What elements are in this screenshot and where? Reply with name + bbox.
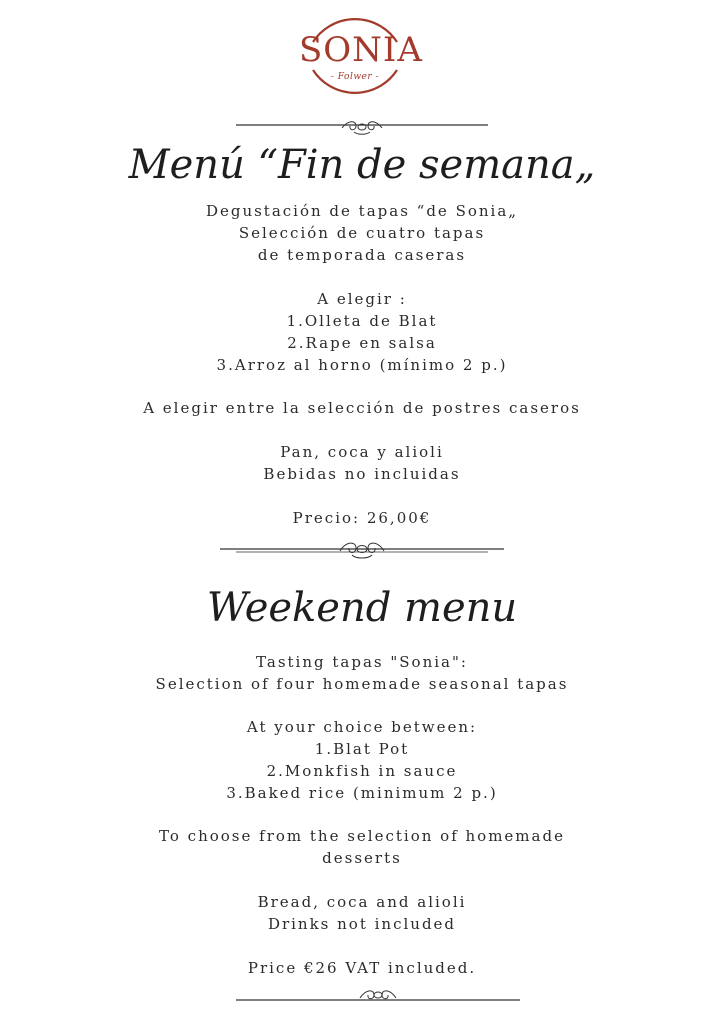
spanish-line-option-2: 2.Rape en salsa: [287, 334, 437, 352]
ornament-divider-middle: [216, 539, 508, 559]
spanish-line-selection: Selección de cuatro tapas: [238, 224, 486, 242]
ornament-divider-bottom: [232, 986, 524, 1006]
english-line-choose: At your choice between:: [246, 718, 478, 736]
english-line-price: Price €26 VAT included.: [247, 959, 477, 977]
logo-name: SONIA: [299, 30, 423, 70]
logo-subtitle: - Folwer -: [330, 72, 380, 82]
english-line-option-2: 2.Monkfish in sauce: [266, 762, 458, 780]
spanish-line-desserts: A elegir entre la selección de postres caseros: [143, 399, 581, 417]
english-line-tasting: Tasting tapas "Sonia":: [256, 653, 468, 671]
english-line-desserts: To choose from the selection of homemade: [159, 827, 565, 845]
spanish-line-bread: Pan, coca y alioli: [280, 443, 444, 461]
english-line-bread: Bread, coca and alioli: [257, 893, 467, 911]
spanish-line-option-1: 1.Olleta de Blat: [286, 312, 438, 330]
spanish-line-seasonal: de temporada caseras: [257, 246, 467, 264]
sonia-logo: [299, 2, 423, 108]
english-line-drinks: Drinks not included: [267, 915, 457, 933]
spanish-line-tasting: Degustación de tapas “de Sonia„: [205, 202, 519, 220]
spanish-line-choose: A elegir :: [317, 290, 407, 308]
spanish-menu-title: Menú “Fin de semana„: [128, 142, 596, 188]
spanish-line-price: Precio: 26,00€: [292, 509, 432, 527]
english-line-option-1: 1.Blat Pot: [314, 740, 410, 758]
english-menu-title: Weekend menu: [206, 585, 518, 631]
spanish-line-option-3: 3.Arroz al horno (mínimo 2 p.): [216, 356, 508, 374]
ornament-divider-top: [232, 118, 492, 138]
english-line-selection: Selection of four homemade seasonal tapas: [155, 675, 569, 693]
english-line-desserts-cont: desserts: [322, 849, 402, 867]
spanish-line-drinks: Bebidas no incluidas: [263, 465, 461, 483]
english-line-option-3: 3.Baked rice (minimum 2 p.): [226, 784, 498, 802]
